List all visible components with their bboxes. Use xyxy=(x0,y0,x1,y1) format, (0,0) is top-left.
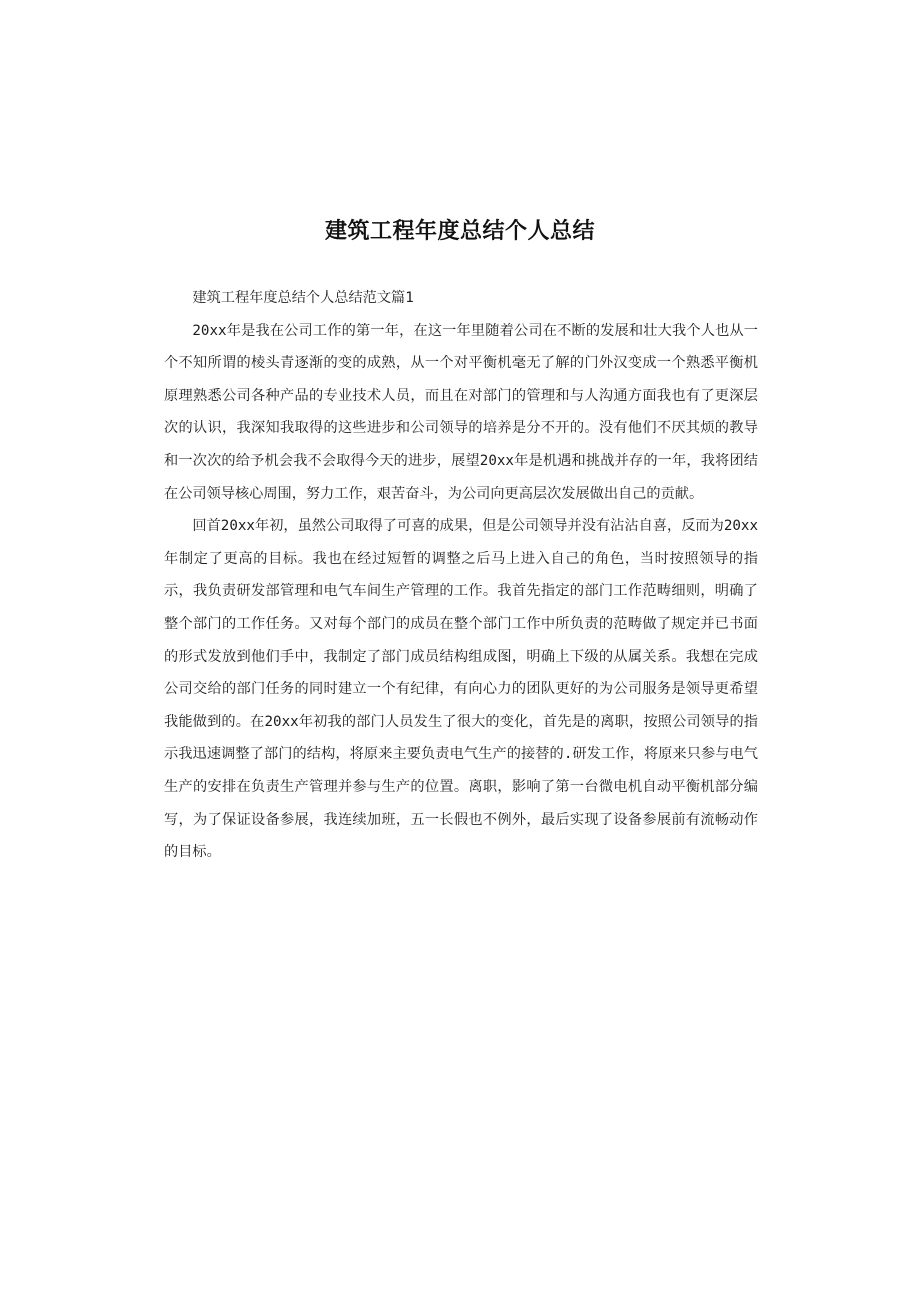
paragraph-1: 20xx年是我在公司工作的第一年，在这一年里随着公司在不断的发展和壮大我个人也从一个不知所谓的棱头青逐渐的变的成熟，从一个对平衡机毫无了解的门外汉变成一个熟悉平衡机原理熟悉公司各种产品的专业技术人员，而且在对部门的管理和与人沟通方面我也有了更深层次的认识，我深知我取得的这些进步和公司领导的培养是分不开的。没有他们不厌其烦的教导和一次次的给予机会我不会取得今天的进步，展望20xx年是机遇和挑战并存的一年，我将团结在公司领导核心周围，努力工作，艰苦奋斗，为公司向更高层次发展做出自己的贡献。 xyxy=(164,322,758,502)
paragraph-2: 回首20xx年初，虽然公司取得了可喜的成果，但是公司领导并没有沾沾自喜，反而为20xx年制定了更高的目标。我也在经过短暂的调整之后马上进入自己的角色，当时按照领导的指示，我负责研发部管理和电气车间生产管理的工作。我首先指定的部门工作范畴细则，明确了整个部门的工作任务。又对每个部门的成员在整个部门工作中所负责的范畴做了规定并已书面的形式发放到他们手中，我制定了部门成员结构组成图，明确上下级的从属关系。我想在完成公司交给的部门任务的同时建立一个有纪律，有向心力的团队更好的为公司服务是领导更希望我能做到的。在20xx年初我的部门人员发生了很大的变化，首先是的离职，按照公司领导的指示我迅速调整了部门的结构，将原来主要负责电气生产的接替的.研发工作，将原来只参与电气生产的安排在负责生产管理并参与生产的位置。离职，影响了第一台微电机自动平衡机部分编写，为了保证设备参展，我连续加班，五一长假也不例外，最后实现了设备参展前有流畅动作的目标。 xyxy=(164,518,758,861)
document-subtitle: 建筑工程年度总结个人总结范文篇1 xyxy=(192,290,414,306)
document-title: 建筑工程年度总结个人总结 xyxy=(324,219,595,244)
document-body xyxy=(164,282,758,869)
